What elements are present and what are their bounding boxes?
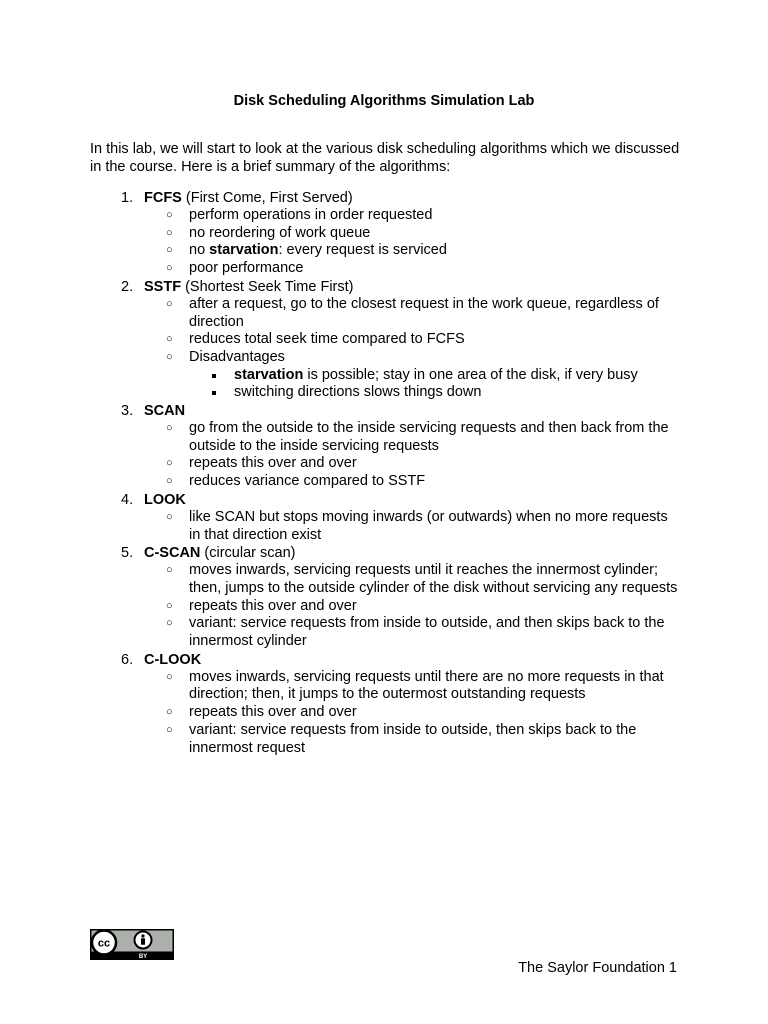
cc-by-license-badge <box>90 929 174 960</box>
algorithm-description: (First Come, First Served) <box>181 190 353 206</box>
list-number: 3. <box>121 403 134 420</box>
cc-icon-label: cc <box>97 937 111 950</box>
square-bullet-icon <box>212 374 216 378</box>
algorithm-description: (Shortest Seek Time First) <box>181 278 354 295</box>
item-text: moves inwards, servicing requests until there are no more requests in that direction; then, it jumps to the outermost outstanding requests <box>189 668 664 703</box>
item-text: repeats this over and over <box>189 455 357 472</box>
item-emphasis: starvation <box>209 242 279 259</box>
list-item <box>0 242 679 260</box>
item-text: no <box>189 242 210 259</box>
list-number: 4. <box>121 491 134 508</box>
item-text: after a request, go to the closest request in the work queue, regardless of direction <box>189 295 659 330</box>
circle-bullet-icon: ○ <box>166 670 173 683</box>
list-item <box>0 207 679 225</box>
by-label: BY <box>138 954 148 960</box>
list-number: 5. <box>121 545 134 562</box>
list-number: 2. <box>121 278 134 295</box>
algorithm-heading-text <box>144 189 353 207</box>
item-text-rest: : every request is serviced <box>278 242 447 259</box>
algorithm-name: C-SCAN <box>144 545 201 562</box>
circle-bullet-icon: ○ <box>166 617 173 630</box>
algorithm-heading-text <box>144 544 295 562</box>
list-number: 6. <box>121 651 134 668</box>
item-text: moves inwards, servicing requests until it reaches the innermost cylinder; then, jumps to the outside cylinder of the disk without servicing any requests <box>189 562 678 596</box>
algorithm-heading <box>0 491 768 509</box>
algorithm-heading-text <box>144 651 201 669</box>
circle-bullet-icon: ○ <box>166 510 173 523</box>
item-text: reduces total seek time compared to FCFS <box>189 331 465 348</box>
list-item <box>0 704 679 722</box>
item-emphasis: starvation <box>234 366 304 383</box>
list-item <box>0 455 679 473</box>
list-item <box>0 722 679 757</box>
item-text: repeats this over and over <box>189 704 357 721</box>
attribution-body <box>141 938 145 945</box>
algorithm-description: (circular scan) <box>200 545 296 562</box>
list-item <box>0 296 679 331</box>
algorithm-heading-text <box>144 278 354 296</box>
item-text: Disadvantages <box>189 348 285 365</box>
item-text: no reordering of work queue <box>189 224 371 241</box>
list-item <box>0 615 679 650</box>
item-text: is possible; stay in one area of the disk, if very busy <box>303 366 638 383</box>
algorithm-name: LOOK <box>144 491 186 508</box>
document-title: Disk Scheduling Algorithms Simulation Lab <box>233 93 535 109</box>
algorithm-name: SSTF <box>144 278 182 295</box>
list-item <box>0 225 679 243</box>
list-item <box>0 509 679 544</box>
circle-bullet-icon: ○ <box>166 706 173 719</box>
list-item <box>0 473 679 491</box>
intro-paragraph: In this lab, we will start to look at the various disk scheduling algorithms which we discussed in the course. Here is a brief summary of the algorithms: <box>90 141 680 175</box>
list-item <box>0 598 679 616</box>
algorithm-list <box>0 189 768 757</box>
item-text: switching directions slows things down <box>234 384 482 401</box>
item-text: go from the outside to the inside servicing requests and then back from the outside to the inside servicing requests <box>189 420 669 454</box>
list-item <box>0 420 679 455</box>
item-text: repeats this over and over <box>189 597 357 614</box>
sub-list-item <box>0 384 694 402</box>
item-text: variant: service requests from inside to outside, then skips back to the innermost request <box>189 721 637 756</box>
item-text: variant: service requests from inside to outside, and then skips back to the innermost cylinder <box>189 615 665 650</box>
item-text: poor performance <box>189 260 304 277</box>
list-item <box>0 669 679 704</box>
sub-list-item <box>0 367 694 385</box>
item-text: perform operations in order requested <box>189 207 433 223</box>
list-item <box>0 260 679 278</box>
list-item <box>0 562 679 597</box>
square-bullet-icon <box>212 391 216 395</box>
attribution-head <box>141 934 144 937</box>
algorithm-heading-text <box>144 402 185 420</box>
circle-bullet-icon: ○ <box>166 475 173 488</box>
circle-bullet-icon: ○ <box>166 422 173 435</box>
circle-bullet-icon: ○ <box>166 226 173 239</box>
circle-bullet-icon: ○ <box>166 333 173 346</box>
algorithm-name: SCAN <box>144 403 186 420</box>
algorithm-heading <box>0 189 768 207</box>
list-item <box>0 349 679 367</box>
algorithm-heading <box>0 278 768 296</box>
algorithm-name: C-LOOK <box>144 651 202 668</box>
algorithm-name: FCFS <box>144 190 182 206</box>
circle-bullet-icon: ○ <box>166 209 173 221</box>
circle-bullet-icon: ○ <box>166 297 173 310</box>
item-text: like SCAN but stops moving inwards (or outwards) when no more requests in that direction exist <box>189 508 668 543</box>
footer-text: The Saylor Foundation 1 <box>518 960 677 976</box>
circle-bullet-icon: ○ <box>166 350 173 363</box>
algorithm-heading <box>0 402 768 420</box>
algorithm-heading <box>0 544 768 562</box>
circle-bullet-icon: ○ <box>166 244 173 257</box>
item-text: reduces variance compared to SSTF <box>189 473 426 490</box>
circle-bullet-icon: ○ <box>166 457 173 470</box>
circle-bullet-icon: ○ <box>166 723 173 736</box>
circle-bullet-icon: ○ <box>166 599 173 612</box>
algorithm-heading-text <box>144 491 186 509</box>
list-item <box>0 331 679 349</box>
list-number: 1. <box>121 190 134 206</box>
algorithm-heading <box>0 651 768 669</box>
circle-bullet-icon: ○ <box>166 262 173 275</box>
circle-bullet-icon: ○ <box>166 564 173 577</box>
